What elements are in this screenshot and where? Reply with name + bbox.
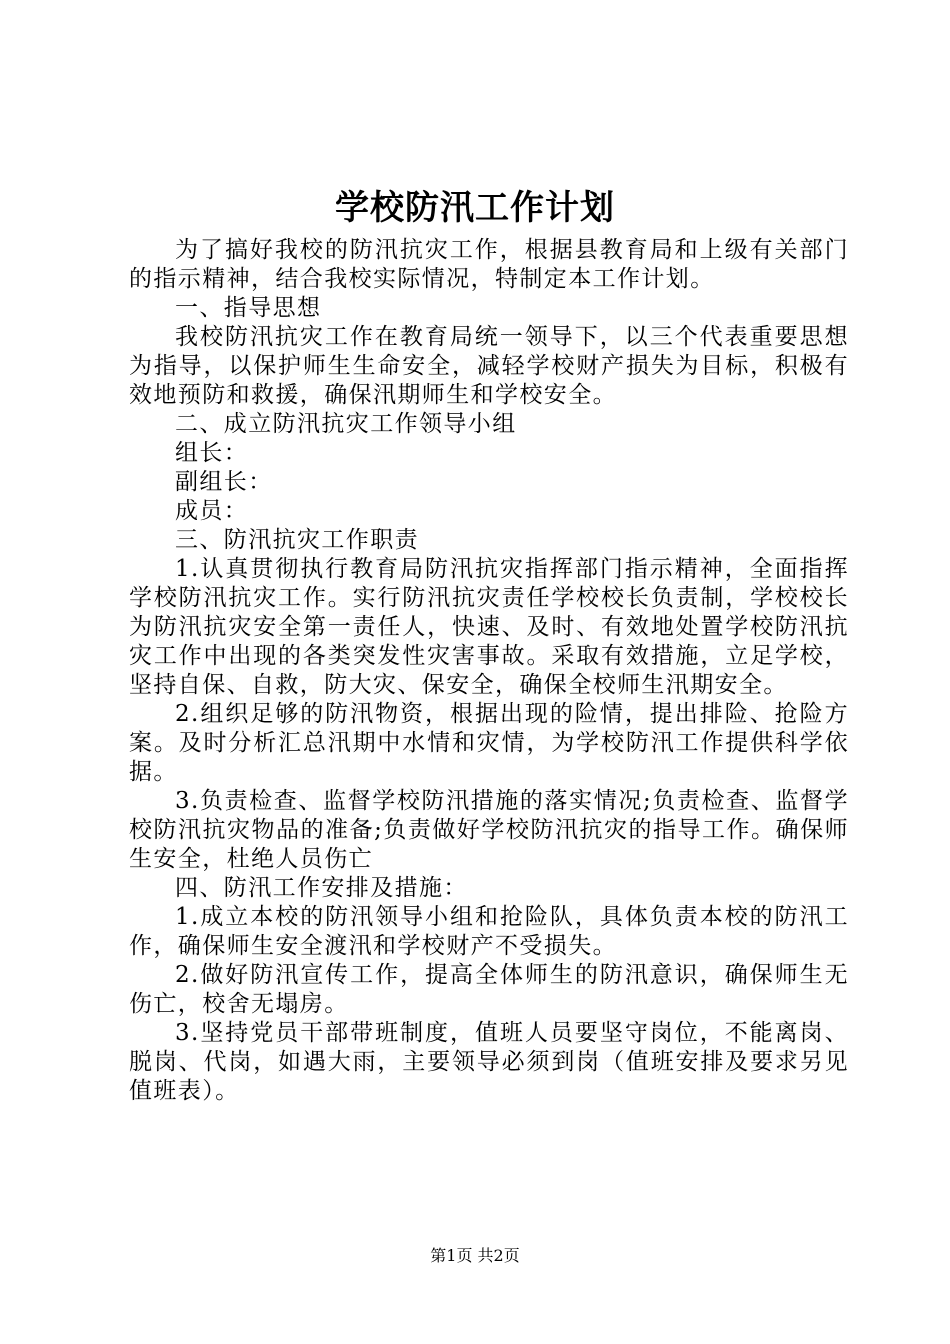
body-paragraph: 3.坚持党员干部带班制度，值班人员要坚守岗位，不能离岗、脱岗、代岗，如遇大雨，主要领导必须到岗（值班安排及要求另见值班表）。: [129, 1020, 849, 1104]
body-paragraph: 1.认真贯彻执行教育局防汛抗灾指挥部门指示精神，全面指挥学校防汛抗灾工作。实行防汛抗灾责任学校校长负责制，学校校长为防汛抗灾安全第一责任人，快速、及时、有效地处置学校防汛抗灾工作中出现的各类突发性灾害事故。采取有效措施，立足学校，坚持自保、自救，防大灾、保安全，确保全校师生汛期安全。: [129, 556, 849, 698]
page-footer: 第1页 共2页: [430, 1246, 520, 1265]
section-heading: 一、指导思想: [175, 295, 322, 321]
member-line: 成员：: [175, 498, 249, 524]
document-body: [129, 236, 849, 1106]
body-paragraph: 2.做好防汛宣传工作，提高全体师生的防汛意识，确保师生无伤亡，校舍无塌房。: [129, 962, 849, 1017]
document-title: 学校防汛工作计划: [335, 188, 615, 228]
member-line: 组长：: [175, 440, 249, 466]
body-paragraph: 3.负责检查、监督学校防汛措施的落实情况;负责检查、监督学校防汛抗灾物品的准备;负责做好学校防汛抗灾的指导工作。确保师生安全，杜绝人员伤亡: [129, 788, 849, 872]
section-heading: 二、成立防汛抗灾工作领导小组: [175, 411, 517, 437]
section-heading: 三、防汛抗灾工作职责: [175, 527, 419, 553]
body-paragraph: 2.组织足够的防汛物资，根据出现的险情，提出排险、抢险方案。及时分析汇总汛期中水情和灾情，为学校防汛工作提供科学依据。: [129, 701, 849, 785]
member-line: 副组长：: [175, 469, 273, 495]
body-paragraph: 我校防汛抗灾工作在教育局统一领导下，以三个代表重要思想为指导，以保护师生生命安全，减轻学校财产损失为目标，积极有效地预防和救援，确保汛期师生和学校安全。: [129, 324, 849, 408]
section-heading: 四、防汛工作安排及措施：: [175, 875, 468, 901]
intro-paragraph: 为了搞好我校的防汛抗灾工作，根据县教育局和上级有关部门的指示精神，结合我校实际情况，特制定本工作计划。: [129, 237, 849, 292]
body-paragraph: 1.成立本校的防汛领导小组和抢险队，具体负责本校的防汛工作，确保师生安全渡汛和学校财产不受损失。: [129, 904, 849, 959]
